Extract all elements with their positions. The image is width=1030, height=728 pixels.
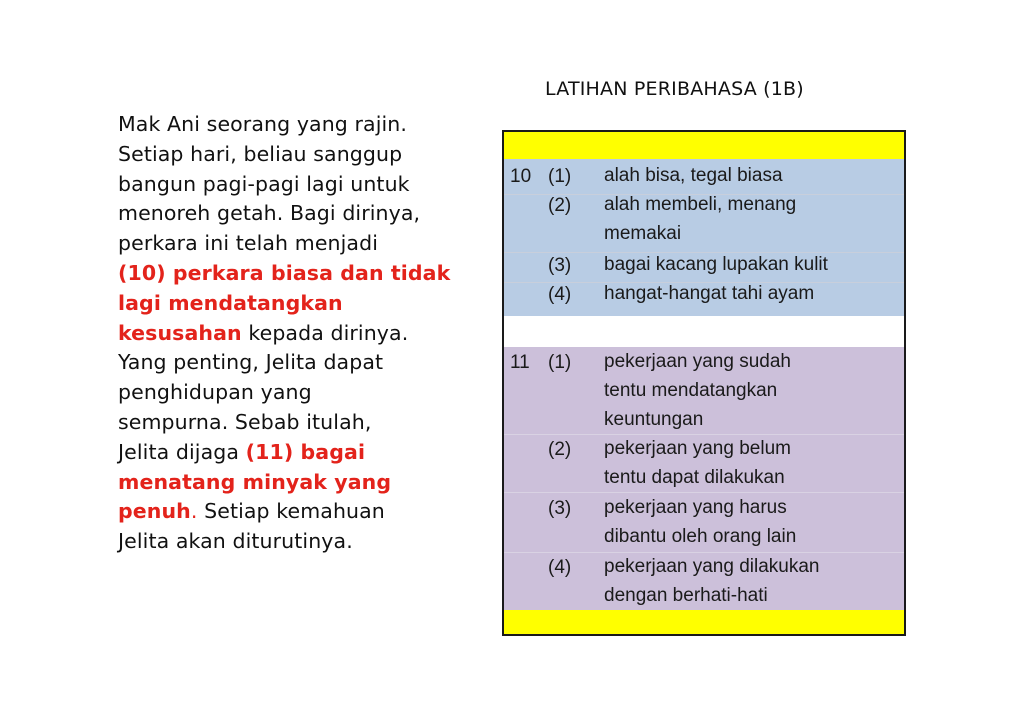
q10-option-text [604, 250, 828, 279]
q10-option-text [604, 161, 783, 190]
option-line: tentu dapat dilakukan [604, 467, 785, 488]
passage-text-fragment: kepada dirinya. [241, 320, 409, 345]
option-line: tentu mendatangkan [604, 380, 778, 401]
page-title: LATIHAN PERIBAHASA (1B) [545, 78, 804, 100]
q10-option-text [604, 279, 814, 308]
q10-option-text [604, 190, 796, 248]
highlight-11-part1: (11) bagai [245, 439, 366, 464]
q11-option-text [604, 552, 820, 610]
highlight-11-part2: menatang minyak yang [118, 469, 392, 494]
option-line: pekerjaan yang harus [604, 497, 787, 518]
passage-line: perkara ini telah menjadi [118, 231, 378, 256]
yellow-footer-band [504, 610, 904, 634]
passage-line: menoreh getah. Bagi dirinya, [118, 201, 421, 226]
passage-line: Jelita akan diturutinya. [118, 529, 353, 554]
question-number-11: 11 [510, 352, 530, 373]
passage-line: Mak Ani seorang yang rajin. [118, 112, 408, 136]
passage-text-fragment: Jelita dijaga [118, 439, 246, 464]
q11-option-text [604, 347, 791, 434]
q10-option-label: (4) [548, 284, 572, 305]
q11-option-label: (4) [548, 557, 572, 578]
option-line: pekerjaan yang sudah [604, 351, 791, 372]
highlight-10-part2: lagi mendatangkan [118, 290, 343, 315]
separator-band [504, 316, 904, 347]
yellow-header-band [504, 132, 904, 159]
option-line: keuntungan [604, 409, 704, 430]
option-line: hangat-hangat tahi ayam [604, 283, 815, 304]
passage-line [118, 319, 478, 349]
option-line: bagai kacang lupakan kulit [604, 254, 828, 275]
passage-line: bangun pagi-pagi lagi untuk [118, 171, 410, 196]
q11-option-text [604, 434, 791, 492]
answer-table [502, 130, 906, 636]
option-line: alah bisa, tegal biasa [604, 165, 783, 186]
q10-option-label: (3) [548, 255, 572, 276]
passage-line: penghidupan yang [118, 380, 312, 405]
passage-line: sempurna. Sebab itulah, [118, 409, 372, 434]
passage-line [118, 438, 478, 468]
highlight-11-part3: penuh [118, 499, 191, 524]
q11-option-label: (3) [548, 498, 572, 519]
q11-option-label: (2) [548, 439, 572, 460]
q11-option-text [604, 493, 796, 551]
option-line: pekerjaan yang belum [604, 438, 791, 459]
passage-text-fragment: . [190, 499, 198, 524]
option-line: alah membeli, menang [604, 194, 797, 215]
option-line: memakai [604, 223, 682, 244]
passage-line: Yang penting, Jelita dapat [118, 350, 384, 375]
question-number-10: 10 [510, 166, 532, 187]
option-line: dengan berhati-hati [604, 585, 768, 606]
q10-option-label: (1) [548, 166, 572, 187]
highlight-10-part3: kesusahan [118, 320, 242, 345]
option-line: pekerjaan yang dilakukan [604, 556, 820, 577]
passage-text-fragment: Setiap kemahuan [197, 499, 385, 524]
highlight-10-part1: (10) perkara biasa dan tidak [118, 260, 451, 285]
passage-line [118, 497, 478, 527]
q11-option-label: (1) [548, 352, 572, 373]
passage-line: Setiap hari, beliau sanggup [118, 141, 403, 166]
q10-option-label: (2) [548, 195, 572, 216]
option-line: dibantu oleh orang lain [604, 526, 797, 547]
passage-text [118, 110, 478, 557]
